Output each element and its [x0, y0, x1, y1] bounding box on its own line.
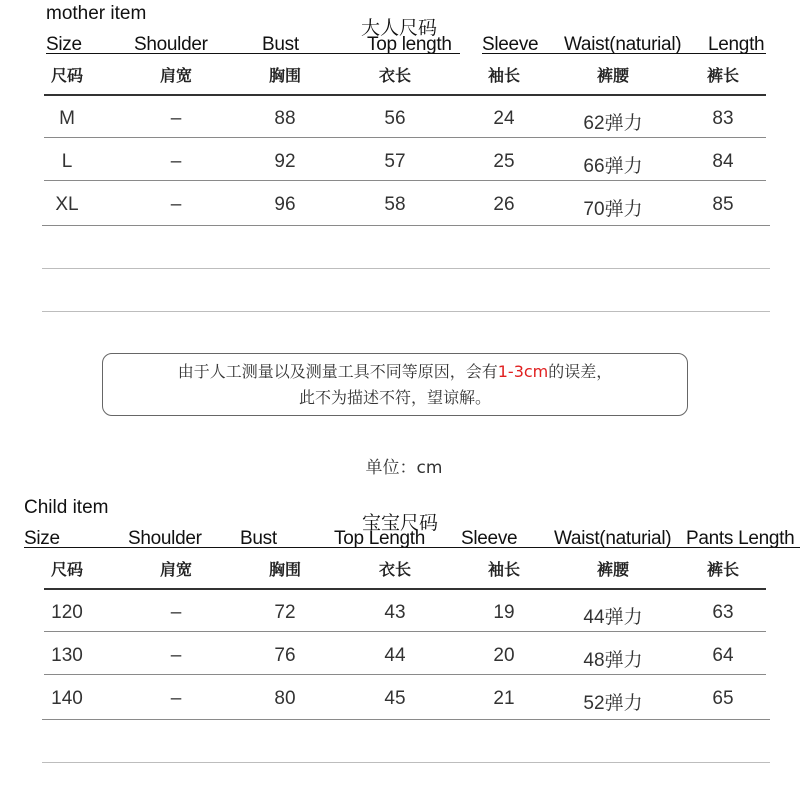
measurement-error-note — [102, 353, 688, 416]
mother-cell: 96 — [274, 194, 296, 215]
mother-cell: M — [59, 108, 75, 129]
mother-en-header-sleeve: Sleeve — [482, 34, 539, 55]
child-item-label: Child item — [24, 497, 109, 518]
unit-label: 单位：cm — [365, 458, 443, 478]
child-en-header-size: Size — [24, 528, 60, 549]
child-cn-header-length: 裤长 — [706, 560, 740, 579]
child-cell: 120 — [51, 602, 83, 623]
mother-cell: – — [170, 151, 182, 172]
child-empty-row-divider — [42, 762, 770, 763]
mother-cell: 88 — [274, 108, 296, 129]
child-cell: 65 — [712, 688, 734, 709]
mother-cell: XL — [55, 194, 79, 215]
mother-cell: 83 — [712, 108, 734, 129]
mother-size-chart-title: 大人尺码 — [361, 18, 438, 39]
child-cn-header-waist: 裤腰 — [596, 560, 630, 579]
child-cell: 43 — [384, 602, 406, 623]
child-en-header-bust: Bust — [240, 528, 277, 549]
mother-cell: – — [170, 194, 182, 215]
child-row-divider — [44, 674, 766, 675]
child-cell: – — [170, 688, 182, 709]
child-cell: 63 — [712, 602, 734, 623]
mother-en-header-underline-right — [482, 53, 766, 54]
child-cell: 45 — [384, 688, 406, 709]
child-cell: 76 — [274, 645, 296, 666]
child-row-divider — [44, 631, 766, 632]
child-cell: 72 — [274, 602, 296, 623]
note-error-range: 1-3cm — [497, 362, 549, 381]
child-row-divider — [42, 719, 770, 720]
child-header-divider — [44, 588, 766, 590]
mother-en-header-waist: Waist(naturial) — [564, 34, 682, 55]
child-cell: 20 — [493, 645, 515, 666]
mother-cell: 25 — [493, 151, 515, 172]
child-cell: 48弹力 — [583, 650, 643, 671]
mother-row-divider — [44, 180, 766, 181]
mother-cell: L — [61, 151, 73, 172]
child-en-header-sleeve: Sleeve — [461, 528, 518, 549]
child-cell: 80 — [274, 688, 296, 709]
child-en-header-waist: Waist(naturial) — [554, 528, 672, 549]
mother-en-header-shoulder: Shoulder — [134, 34, 208, 55]
mother-cn-header-shoulder: 肩宽 — [159, 66, 193, 85]
mother-en-header-length: Length — [708, 34, 765, 55]
child-en-header-top-length: Top Length — [334, 528, 426, 549]
mother-cell: 85 — [712, 194, 734, 215]
child-cell: 140 — [51, 688, 83, 709]
mother-cn-header-top-length: 衣长 — [378, 66, 412, 85]
child-size-chart-title: 宝宝尺码 — [362, 513, 439, 534]
child-cell: 64 — [712, 645, 734, 666]
mother-empty-row-divider — [42, 268, 770, 269]
child-en-header-shoulder: Shoulder — [128, 528, 202, 549]
mother-cell: 57 — [384, 151, 406, 172]
note-text-before: 由于人工测量以及测量工具不同等原因，会有 — [177, 362, 498, 381]
mother-cn-header-length: 裤长 — [706, 66, 740, 85]
mother-cell: 70弹力 — [583, 199, 643, 220]
mother-cell: – — [170, 108, 182, 129]
child-cn-header-size: 尺码 — [50, 560, 84, 579]
mother-cn-header-bust: 胸围 — [268, 66, 302, 85]
mother-item-label: mother item — [46, 3, 147, 24]
mother-header-divider — [44, 94, 766, 96]
mother-en-header-underline — [46, 53, 460, 54]
note-text-after: 的误差， — [548, 362, 613, 381]
child-cn-header-shoulder: 肩宽 — [159, 560, 193, 579]
mother-en-header-size: Size — [46, 34, 82, 55]
mother-en-header-bust: Bust — [262, 34, 299, 55]
child-cell: – — [170, 602, 182, 623]
mother-cell: 56 — [384, 108, 406, 129]
mother-empty-row-divider — [42, 311, 770, 312]
child-cn-header-bust: 胸围 — [268, 560, 302, 579]
child-cell: 44 — [384, 645, 406, 666]
mother-cell: 66弹力 — [583, 156, 643, 177]
child-en-header-underline — [24, 547, 800, 548]
mother-cn-header-sleeve: 袖长 — [487, 66, 521, 85]
child-en-header-pants-length: Pants Length — [686, 528, 795, 549]
child-cell: 52弹力 — [583, 693, 643, 714]
note-line-1 — [103, 359, 687, 385]
child-cell: 130 — [51, 645, 83, 666]
mother-row-divider — [44, 137, 766, 138]
mother-en-header-top-length: Top length — [367, 34, 452, 55]
mother-cell: 58 — [384, 194, 406, 215]
mother-cell: 24 — [493, 108, 515, 129]
child-cn-header-top-length: 衣长 — [378, 560, 412, 579]
child-cell: 21 — [493, 688, 515, 709]
mother-cell: 26 — [493, 194, 515, 215]
child-cell: 44弹力 — [583, 607, 643, 628]
mother-row-divider — [42, 225, 770, 226]
child-cell: 19 — [493, 602, 515, 623]
child-cell: – — [170, 645, 182, 666]
mother-cell: 84 — [712, 151, 734, 172]
note-line-2: 此不为描述不符，望谅解。 — [298, 388, 491, 407]
child-cn-header-sleeve: 袖长 — [487, 560, 521, 579]
mother-cell: 92 — [274, 151, 296, 172]
mother-cn-header-size: 尺码 — [50, 66, 84, 85]
mother-cell: 62弹力 — [583, 113, 643, 134]
mother-cn-header-waist: 裤腰 — [596, 66, 630, 85]
